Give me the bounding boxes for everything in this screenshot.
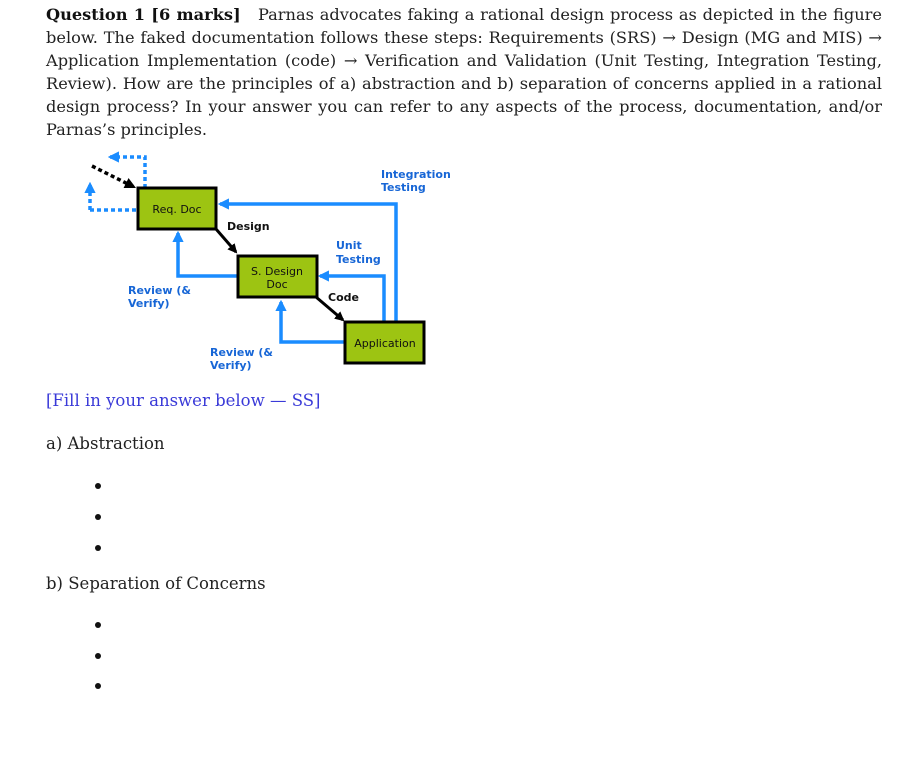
review-bottom-label-2: Verify) <box>210 359 252 372</box>
review-arrow-left <box>178 233 238 276</box>
integration-testing-label-1: Integration <box>381 168 451 181</box>
part-b-bullet <box>95 622 101 628</box>
part-a-bullet <box>95 545 101 551</box>
review-arrow-bottom <box>281 302 345 342</box>
part-a-bullet <box>95 514 101 520</box>
review-left-label-1: Review (& <box>128 284 191 297</box>
part-b-title: b) Separation of Concerns <box>46 574 266 593</box>
design-label: Design <box>227 220 270 233</box>
unit-testing-label-1: Unit <box>336 239 362 252</box>
question-body: Parnas advocates faking a rational design process as depicted in the figure below. The faked documentation follows these steps: Requirements (SRS) → Design (MG and MIS) → Application Implementation (code) → Verification and Validation (Unit Testing, Integration Testing, Review). How are the principles of a) abstraction and b) separation of concerns applied in a rational design process? In your answer you can refer to any aspects of the process, documentation, and/or Parnas’s principles. <box>46 5 882 139</box>
fill-in-note: [Fill in your answer below — SS] <box>46 391 321 410</box>
part-a-bullet <box>95 483 101 489</box>
s-design-doc-label-1: S. Design <box>251 265 303 278</box>
integration-testing-label-2: Testing <box>381 181 426 194</box>
review-bottom-label-1: Review (& <box>210 346 273 359</box>
req-doc-label: Req. Doc <box>152 203 202 216</box>
code-label: Code <box>328 291 359 304</box>
question-heading: Question 1 [6 marks] <box>46 5 241 24</box>
part-b-bullet <box>95 653 101 659</box>
review-left-label-2: Verify) <box>128 297 170 310</box>
application-label: Application <box>354 337 416 350</box>
s-design-doc-label-2: Doc <box>266 278 288 291</box>
unit-testing-label-2: Testing <box>336 253 381 266</box>
part-a-title: a) Abstraction <box>46 434 165 453</box>
part-b-bullet <box>95 683 101 689</box>
